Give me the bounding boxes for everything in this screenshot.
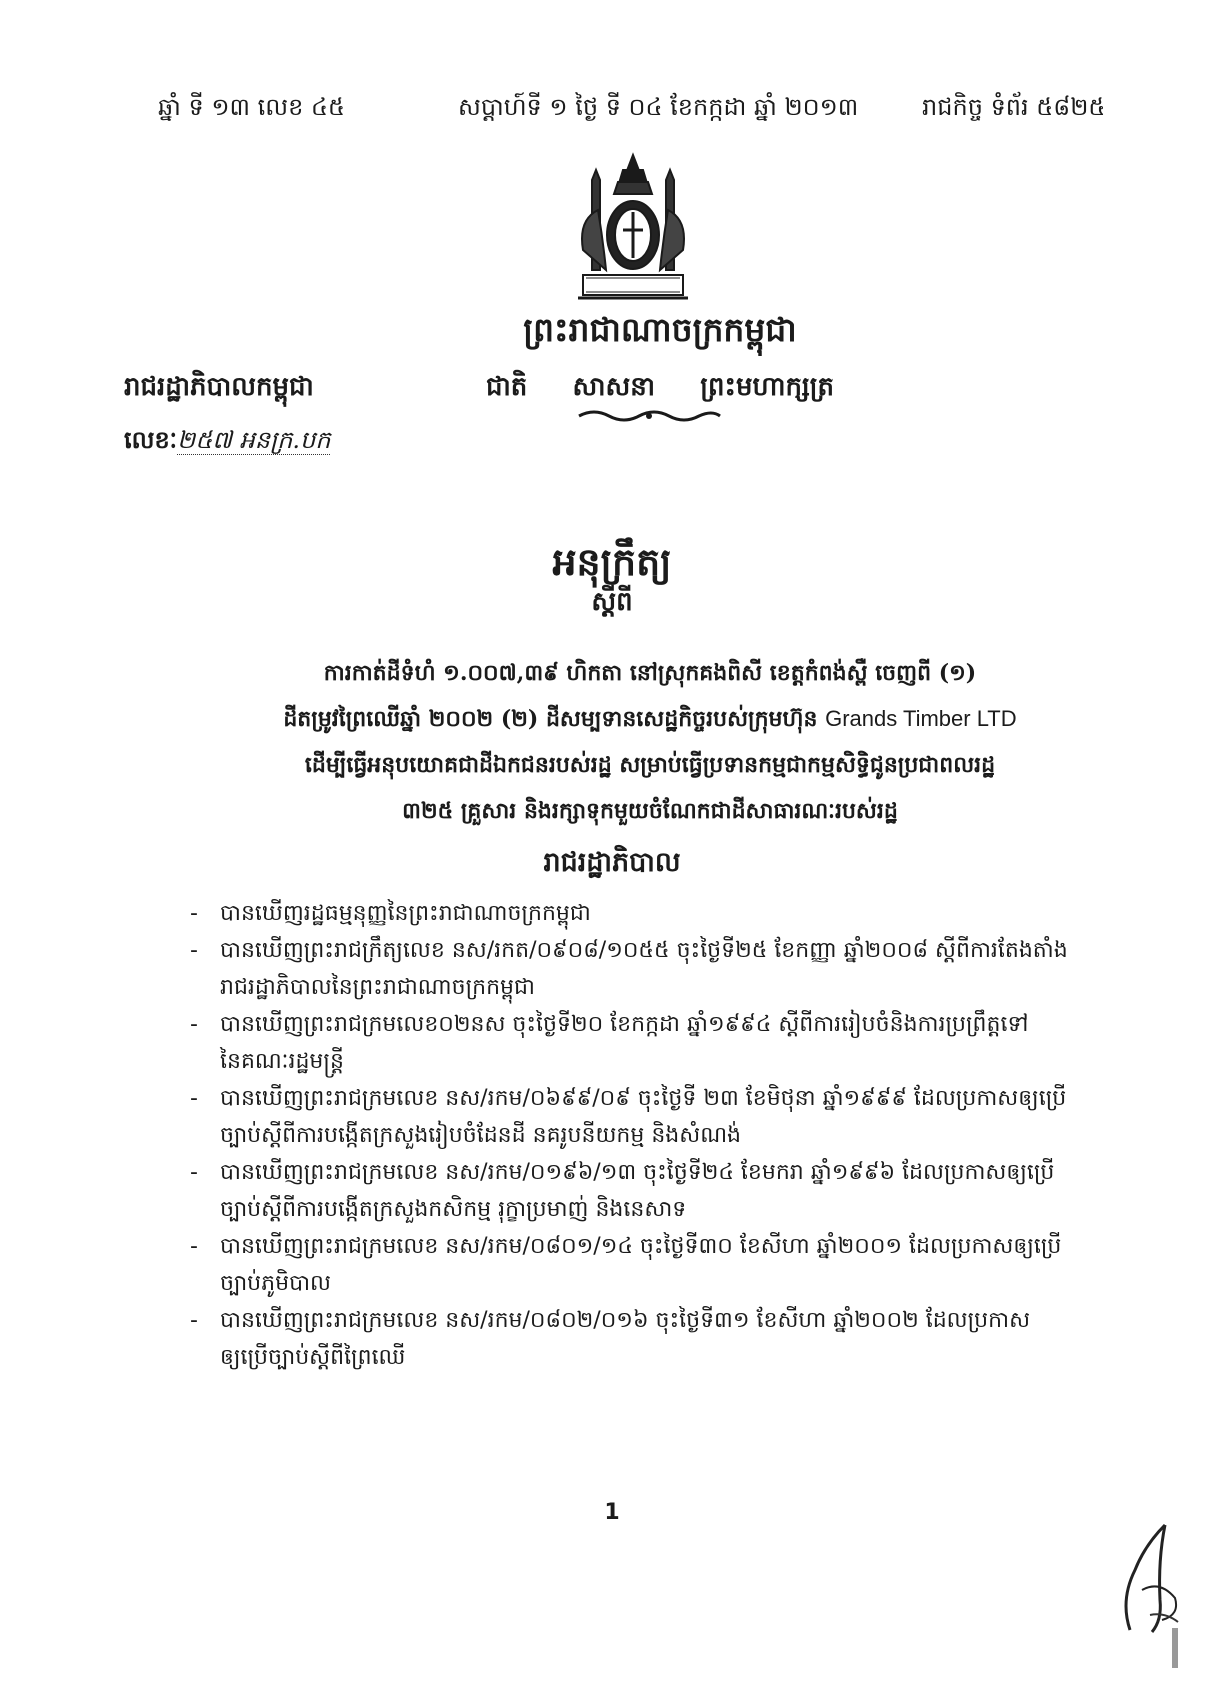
document-about: ស្តីពី bbox=[591, 587, 633, 617]
consideration-text: បានឃើញព្រះរាជក្រមលេខ នស/រកម/០៦៩៩/០៩ ចុះថ្ងៃទី ២៣ ខែមិថុនា ឆ្នាំ១៩៩៩ ដែលប្រកាសឲ្យប្រើ bbox=[220, 1086, 1067, 1111]
subject-line-2 bbox=[200, 696, 1100, 742]
consideration-text-cont: រាជរដ្ឋាភិបាលនៃព្រះរាជាណាចក្រកម្ពុជា bbox=[220, 975, 535, 1000]
consideration-text-cont: ឲ្យប្រើច្បាប់ស្តីពីព្រៃឈើ bbox=[220, 1345, 406, 1370]
ornament-divider bbox=[574, 408, 724, 424]
page-number: 1 bbox=[604, 1500, 620, 1525]
consideration-text: បានឃើញរដ្ឋធម្មនុញ្ញនៃព្រះរាជាណាចក្រកម្ពុជា bbox=[220, 901, 591, 926]
subject-line-4: ៣២៥ គ្រួសារ និងរក្សាទុកមួយចំណែកជាដីសាធារណៈរបស់រដ្ឋ bbox=[402, 798, 898, 824]
consideration-text-cont: នៃគណៈរដ្ឋមន្ត្រី bbox=[220, 1049, 344, 1074]
gazette-date: សប្តាហ៍ទី ១ ថ្ងៃ ទី ០៤ ខែកក្កដា ឆ្នាំ ២០១៣ bbox=[458, 93, 859, 121]
document-subject bbox=[200, 650, 1100, 834]
reference-label: លេខៈ bbox=[124, 425, 178, 454]
considerations-list bbox=[190, 895, 1150, 1376]
motto-king: ព្រះមហាក្សត្រ bbox=[700, 372, 834, 402]
list-dash: - bbox=[190, 1012, 198, 1037]
consideration-item bbox=[190, 932, 1150, 1006]
consideration-text: បានឃើញព្រះរាជក្រមលេខ០២នស ចុះថ្ងៃទី២០ ខែកក្កដា ឆ្នាំ១៩៩៤ ស្តីពីការរៀបចំនិងការប្រព្រឹត្តទៅ bbox=[220, 1012, 1029, 1037]
consideration-item bbox=[190, 1302, 1150, 1376]
consideration-text: បានឃើញព្រះរាជក្រមលេខ នស/រកម/០១៩៦/១៣ ចុះថ្ងៃទី២៤ ខែមករា ឆ្នាំ១៩៩៦ ដែលប្រកាសឲ្យប្រើ bbox=[220, 1160, 1055, 1185]
issuing-government: រាជរដ្ឋាភិបាលកម្ពុជា bbox=[124, 372, 314, 402]
kingdom-name: ព្រះរាជាណាចក្រកម្ពុជា bbox=[523, 310, 797, 349]
royal-coat-of-arms-icon bbox=[568, 150, 698, 310]
list-dash: - bbox=[190, 1234, 198, 1259]
consideration-text: បានឃើញព្រះរាជក្រឹត្យលេខ នស/រកត/០៩០៨/១០៥៥ ចុះថ្ងៃទី២៥ ខែកញ្ញា ឆ្នាំ២០០៨ ស្តីពីការតែងតាំង bbox=[220, 938, 1068, 963]
list-dash: - bbox=[190, 938, 198, 963]
consideration-text-cont: ច្បាប់ស្តីពីការបង្កើតក្រសួងរៀបចំដែនដី នគរូបនីយកម្ម និងសំណង់ bbox=[220, 1123, 742, 1148]
national-motto bbox=[480, 370, 840, 408]
company-name: Grands Timber LTD bbox=[825, 706, 1017, 731]
consideration-item bbox=[190, 895, 1150, 932]
scan-edge-mark bbox=[1172, 1628, 1178, 1668]
consideration-item bbox=[190, 1006, 1150, 1080]
list-dash: - bbox=[190, 1308, 198, 1333]
gazette-header bbox=[0, 92, 1224, 132]
consideration-item bbox=[190, 1080, 1150, 1154]
subject-line-1: ការកាត់ដីទំហំ ១.០០៧,៣៩ ហិកតា នៅស្រុកគងពិសី ខេត្តកំពង់ស្ពឺ ចេញពី (១) bbox=[323, 660, 977, 686]
issuer-heading: រាជរដ្ឋាភិបាល bbox=[543, 847, 681, 878]
subject-line-2-khmer: ដីតម្រូវព្រៃឈើឆ្នាំ ២០០២ (២) ដីសម្បទានសេដ្ឋកិច្ចរបស់ក្រុមហ៊ុន bbox=[283, 706, 818, 732]
consideration-text-cont: ច្បាប់ស្តីពីការបង្កើតក្រសួងកសិកម្ម រុក្ខាប្រមាញ់ និងនេសាទ bbox=[220, 1197, 687, 1222]
reference-number bbox=[124, 425, 330, 460]
list-dash: - bbox=[190, 1086, 198, 1111]
consideration-item bbox=[190, 1228, 1150, 1302]
motto-religion: សាសនា bbox=[572, 372, 656, 402]
signature-mark bbox=[1090, 1520, 1200, 1640]
consideration-text: បានឃើញព្រះរាជក្រមលេខ នស/រកម/០៨០១/១៤ ចុះថ្ងៃទី៣០ ខែសីហា ឆ្នាំ២០០១ ដែលប្រកាសឲ្យប្រើ bbox=[220, 1234, 1062, 1259]
document-type: អនុក្រឹត្យ bbox=[552, 539, 672, 584]
reference-value: ២៥៧ អនក្រ.បក bbox=[177, 426, 331, 454]
subject-line-3: ដើម្បីធ្វើអនុបយោគជាដីឯកជនរបស់រដ្ឋ សម្រាប់ធ្វើប្រទានកម្មជាកម្មសិទ្ធិជូនប្រជាពលរដ្ឋ bbox=[304, 752, 996, 778]
consideration-text: បានឃើញព្រះរាជក្រមលេខ នស/រកម/០៨០២/០១៦ ចុះថ្ងៃទី៣១ ខែសីហា ឆ្នាំ២០០២ ដែលប្រកាស bbox=[220, 1308, 1031, 1333]
consideration-item bbox=[190, 1154, 1150, 1228]
motto-nation: ជាតិ bbox=[486, 372, 528, 402]
list-dash: - bbox=[190, 1160, 198, 1185]
gazette-issue: ឆ្នាំ ទី ១៣ លេខ ៤៥ bbox=[158, 93, 345, 121]
gazette-page: រាជកិច្ច ទំព័រ ៥៨២៥ bbox=[922, 93, 1106, 121]
list-dash: - bbox=[190, 901, 198, 926]
consideration-text-cont: ច្បាប់ភូមិបាល bbox=[220, 1271, 331, 1296]
